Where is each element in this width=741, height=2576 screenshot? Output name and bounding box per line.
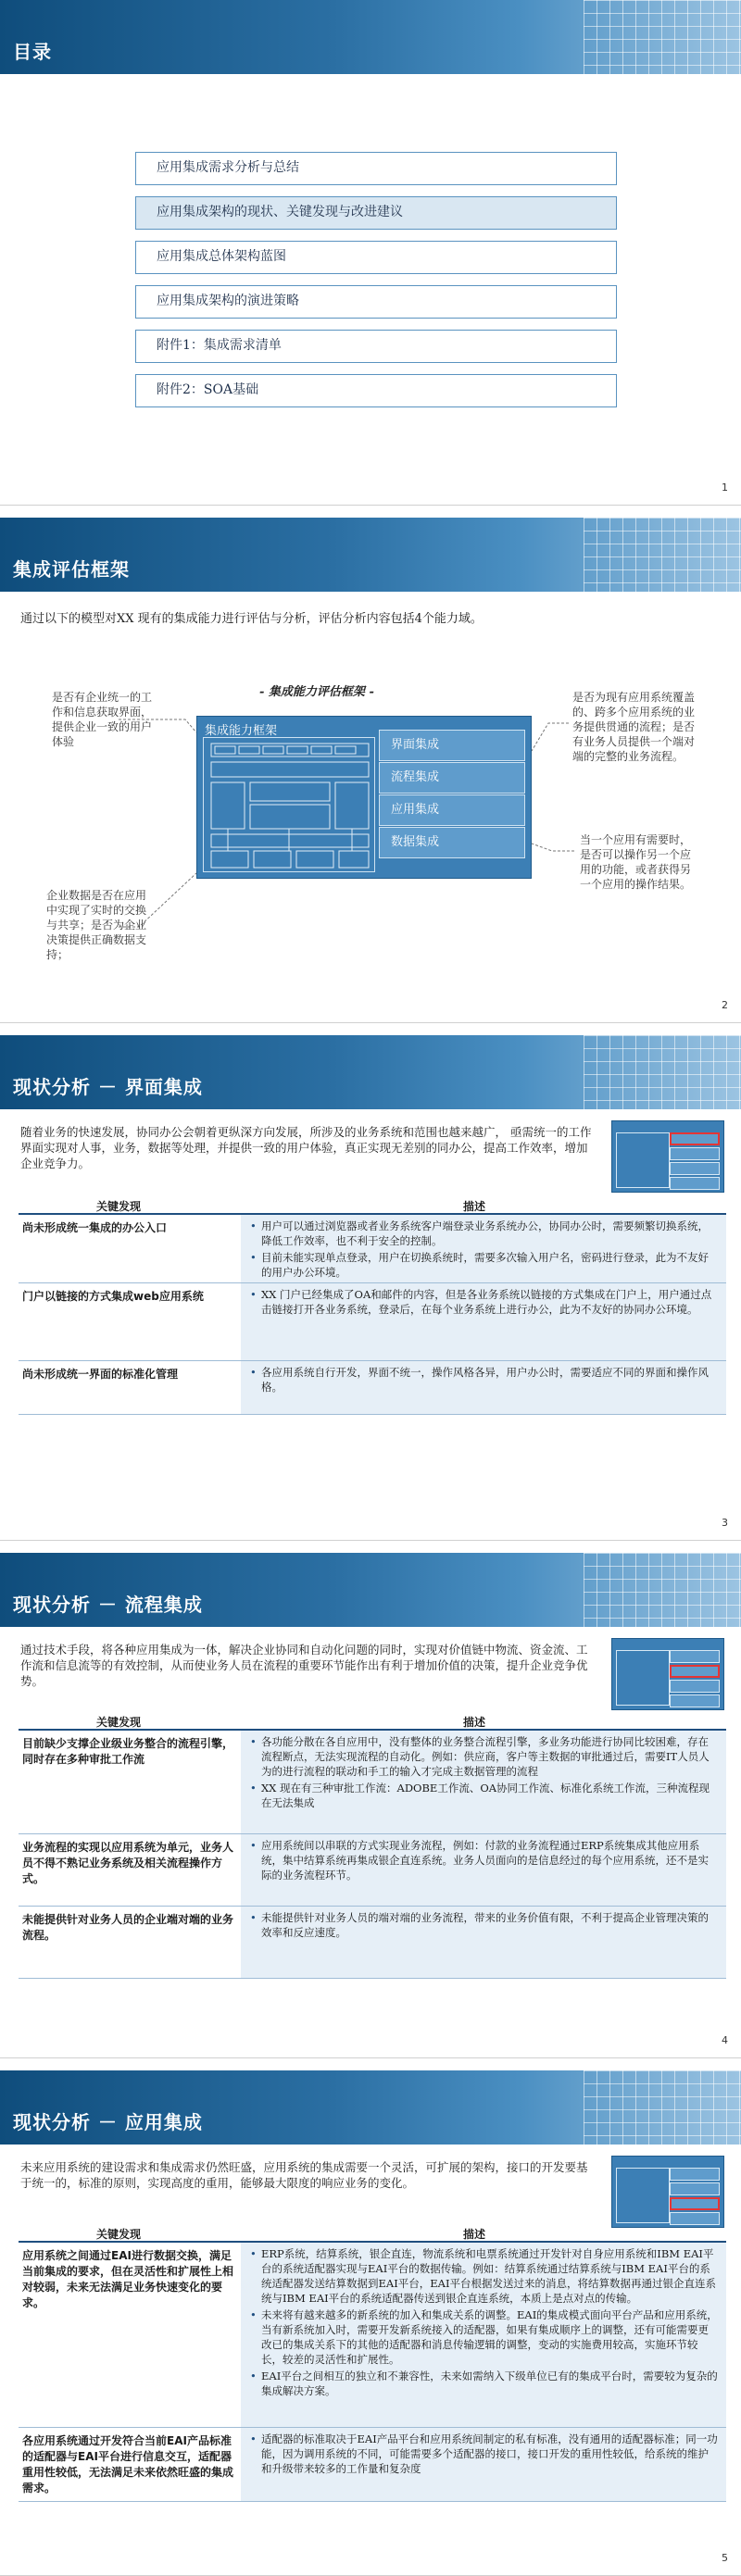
row-item: • 未来将有越来越多的新系统的加入和集成关系的调整。EAI的集成模式面向平台产品和应用系统，当有新系统加入时，需要开发新系统接入的适配器，如果有集成顺序上的调整，还有可能需要更改已的集成关系下的其他的适配器和消息传输逻辑的调整，变动的实施费用较高，实施环节较长，较差的灵活性和扩展性。 [248, 2307, 719, 2367]
header-grid-decoration [584, 1553, 741, 1627]
row-item: • 适配器的标准取决于EAI产品平台和应用系统间制定的私有标准，没有通用的适配器标准；同一功能，因为调用系统的不同，可能需要多个适配器的接口，接口开发的重用性较低，给系统的维护和升级带来较多的工作量和复杂度 [248, 2432, 719, 2476]
table-row [19, 1834, 726, 1907]
intro-paragraph: 随着业务的快速发展，协同办公会朝着更纵深方向发展，所涉及的业务系统和范围也越来越广， 亟需统一的工作界面实现对人事，业务，数据等处理，并提供一致的用户体验，真正实现无差别的同办公，提高工作效率，增加企业竞争力。 [20, 1125, 592, 1170]
table-row [19, 1283, 726, 1361]
table-row [19, 1361, 726, 1415]
row-key: 应用系统之间通过EAI进行数据交换，满足当前集成的要求，但在灵活性和扩展性上相对较弱，未来无法满足业务快速变化的要求。 [22, 2249, 234, 2309]
page-number: 2 [722, 999, 728, 1011]
slide-1-toc [0, 0, 741, 506]
framework-box [196, 716, 532, 879]
framework-layers [379, 730, 525, 859]
header-grid-decoration [584, 1035, 741, 1109]
layer-ui-integration: 界面集成 [379, 730, 525, 761]
row-item: • XX 现在有三种审批工作流：ADOBE工作流、OA协同工作流、标准化系统工作流，三种流程现在无法集成 [248, 1781, 719, 1810]
layer-data-integration: 数据集成 [379, 827, 525, 858]
slide-title: 现状分析 － 应用集成 [13, 2111, 203, 2133]
row-item: • XX 门户已经集成了OA和邮件的内容，但是各业务系统以链接的方式集成在门户上，用户通过点击链接打开各业务系统，登录后，在每个业务系统上进行办公，此为不友好的协同办公环境。 [248, 1287, 719, 1317]
header-grid-decoration [584, 518, 741, 592]
row-item: • 用户可以通过浏览器或者业务系统客户端登录业务系统办公，协同办公时，需要频繁切换系统，降低工作效率，也不利于安全的控制。 [248, 1219, 719, 1248]
intro-paragraph: 通过技术手段，将各种应用集成为一体，解决企业协同和自动化问题的同时，实现对价值链中物流、资金流、工作流和信息流等的有效控制，从而使业务人员在流程的重要环节能作出有利于增加价值的决策，提升企业竞争优势。 [20, 1643, 588, 1688]
slide-title: 集成评估框架 [13, 558, 130, 581]
slide-header [0, 2070, 741, 2145]
row-item: • 各功能分散在各自应用中，没有整体的业务整合流程引擎，多业务功能进行协同比较困难，存在流程断点，无法实现流程的自动化。例如：供应商，客户等主数据的审批通过后，需要IT人员人为的进行流程的联动和手工的输入才完成主数据管理的流程 [248, 1734, 719, 1779]
row-item: • 各应用系统自行开发，界面不统一，操作风格各异，用户办公时，需要适应不同的界面和操作风格。 [248, 1365, 719, 1394]
note-application: 当一个应用有需要时，是否可以操作另一个应用的功能，或者获得另一个应用的操作结果。 [580, 833, 692, 891]
table-row [19, 1907, 726, 1979]
slide-5-application-integration [0, 2070, 741, 2576]
intro-text: 通过以下的模型对XX 现有的集成能力进行评估与分析，评估分析内容包括4个能力域。 [20, 612, 483, 626]
row-key: 未能提供针对业务人员的企业端对端的业务流程。 [22, 1913, 234, 1942]
row-key: 尚未形成统一界面的标准化管理 [22, 1368, 179, 1381]
row-item: • EAI平台之间相互的独立和不兼容性，未来如需纳入下级单位已有的集成平台时，需要较为复杂的集成解决方案。 [248, 2369, 719, 2398]
layer-application-integration: 应用集成 [379, 794, 525, 826]
header-key-finding: 关键发现 [96, 1200, 142, 1213]
toc-item[interactable]: 应用集成需求分析与总结 [135, 152, 617, 185]
header-grid-decoration [584, 0, 741, 74]
header-key-finding: 关键发现 [96, 2228, 142, 2241]
page-number: 4 [722, 2034, 728, 2046]
page-number: 3 [722, 1517, 728, 1529]
row-item: • 应用系统间以串联的方式实现业务流程，例如：付款的业务流程通过ERP系统集成其他应用系统，集中结算系统再集成银企直连系统。业务人员面向的是信息经过的每个应用系统，还不是实际的业务流程环节。 [248, 1838, 719, 1882]
findings-table [19, 1714, 726, 1979]
toc-item[interactable]: 附件1：集成需求清单 [135, 330, 617, 363]
table-header [19, 1714, 726, 1731]
architecture-diagram-icon [203, 737, 375, 872]
framework-thumbnail-icon [611, 2156, 724, 2228]
findings-table [19, 2226, 726, 2502]
page-number: 1 [722, 481, 728, 494]
toc-item[interactable]: 应用集成架构的演进策略 [135, 285, 617, 319]
framework-thumbnail-icon [611, 1638, 724, 1710]
note-ui: 是否有企业统一的工作和信息获取界面，提供企业一致的用户体验 [52, 691, 153, 748]
toc-item[interactable]: 附件2：SOA基础 [135, 374, 617, 407]
row-key: 业务流程的实现以应用系统为单元，业务人员不得不熟记业务系统及相关流程操作方式。 [22, 1841, 234, 1885]
intro-paragraph: 未来应用系统的建设需求和集成需求仍然旺盛，应用系统的集成需要一个灵活，可扩展的架构，接口的开发要基于统一的，标准的原则，实现高度的重用，能够最大限度的响应业务的变化。 [20, 2160, 588, 2190]
slide-header [0, 1553, 741, 1627]
slide-header [0, 0, 741, 74]
header-description: 描述 [463, 2228, 486, 2241]
layer-process-integration: 流程集成 [379, 762, 525, 794]
toc-item-active[interactable]: 应用集成架构的现状、关键发现与改进建议 [135, 196, 617, 230]
page-number: 5 [722, 2552, 728, 2564]
slide-header [0, 1035, 741, 1109]
toc-list [135, 152, 617, 419]
table-header [19, 1198, 726, 1215]
slide-title: 目录 [13, 41, 52, 63]
framework-thumbnail-icon [611, 1120, 724, 1193]
findings-table [19, 1198, 726, 1415]
framework-box-title: 集成能力框架 [205, 724, 278, 738]
slide-title: 现状分析 － 流程集成 [13, 1594, 203, 1616]
slide-3-ui-integration [0, 1035, 741, 1541]
framework-label: - 集成能力评估框架 - [259, 685, 374, 699]
header-description: 描述 [463, 1716, 486, 1729]
table-row [19, 2243, 726, 2428]
row-item: • 目前未能实现单点登录，用户在切换系统时，需要多次输入用户名，密码进行登录，此为不友好的用户办公环境。 [248, 1250, 719, 1280]
note-data: 企业数据是否在应用中实现了实时的交换与共享；是否为企业决策提供正确数据支持； [46, 889, 147, 961]
slide-2-framework [0, 518, 741, 1023]
header-grid-decoration [584, 2070, 741, 2145]
slide-title: 现状分析 － 界面集成 [13, 1076, 203, 1098]
table-row [19, 2428, 726, 2502]
row-key: 尚未形成统一集成的办公入口 [22, 1221, 168, 1234]
slide-header [0, 518, 741, 592]
row-key: 各应用系统通过开发符合当前EAI产品标准的适配器与EAI平台进行信息交互，适配器重用性较低，无法满足未来依然旺盛的集成需求。 [22, 2434, 234, 2495]
toc-item[interactable]: 应用集成总体架构蓝图 [135, 241, 617, 274]
header-key-finding: 关键发现 [96, 1716, 142, 1729]
table-row [19, 1215, 726, 1283]
table-row [19, 1731, 726, 1834]
row-item: • ERP系统，结算系统，银企直连，物流系统和电票系统通过开发针对自身应用系统和IBM EAI平台的系统适配器实现与EAI平台的数据传输。例如：结算系统通过结算系统与IBM EAI平台的系统适配器发送结算数据到EAI平台，EAI平台根据发送过来的消息，将结算数据再通过银企直连系统与IBM EAI平台的系统适配器传送到银企直连系统，本质上是点对点的传输。 [248, 2246, 719, 2306]
row-key: 门户以链接的方式集成web应用系统 [22, 1290, 204, 1303]
row-key: 目前缺少支撑企业级业务整合的流程引擎，同时存在多种审批工作流 [22, 1737, 234, 1766]
slide-4-process-integration [0, 1553, 741, 2058]
table-header [19, 2226, 726, 2243]
header-description: 描述 [463, 1200, 486, 1213]
note-process: 是否为现有应用系统覆盖的、跨多个应用系统的业务提供贯通的流程；是否有业务人员提供一个端对端的完整的业务流程。 [572, 691, 696, 763]
row-item: • 未能提供针对业务人员的端对端的业务流程，带来的业务价值有限，不利于提高企业管理决策的效率和反应速度。 [248, 1910, 719, 1940]
